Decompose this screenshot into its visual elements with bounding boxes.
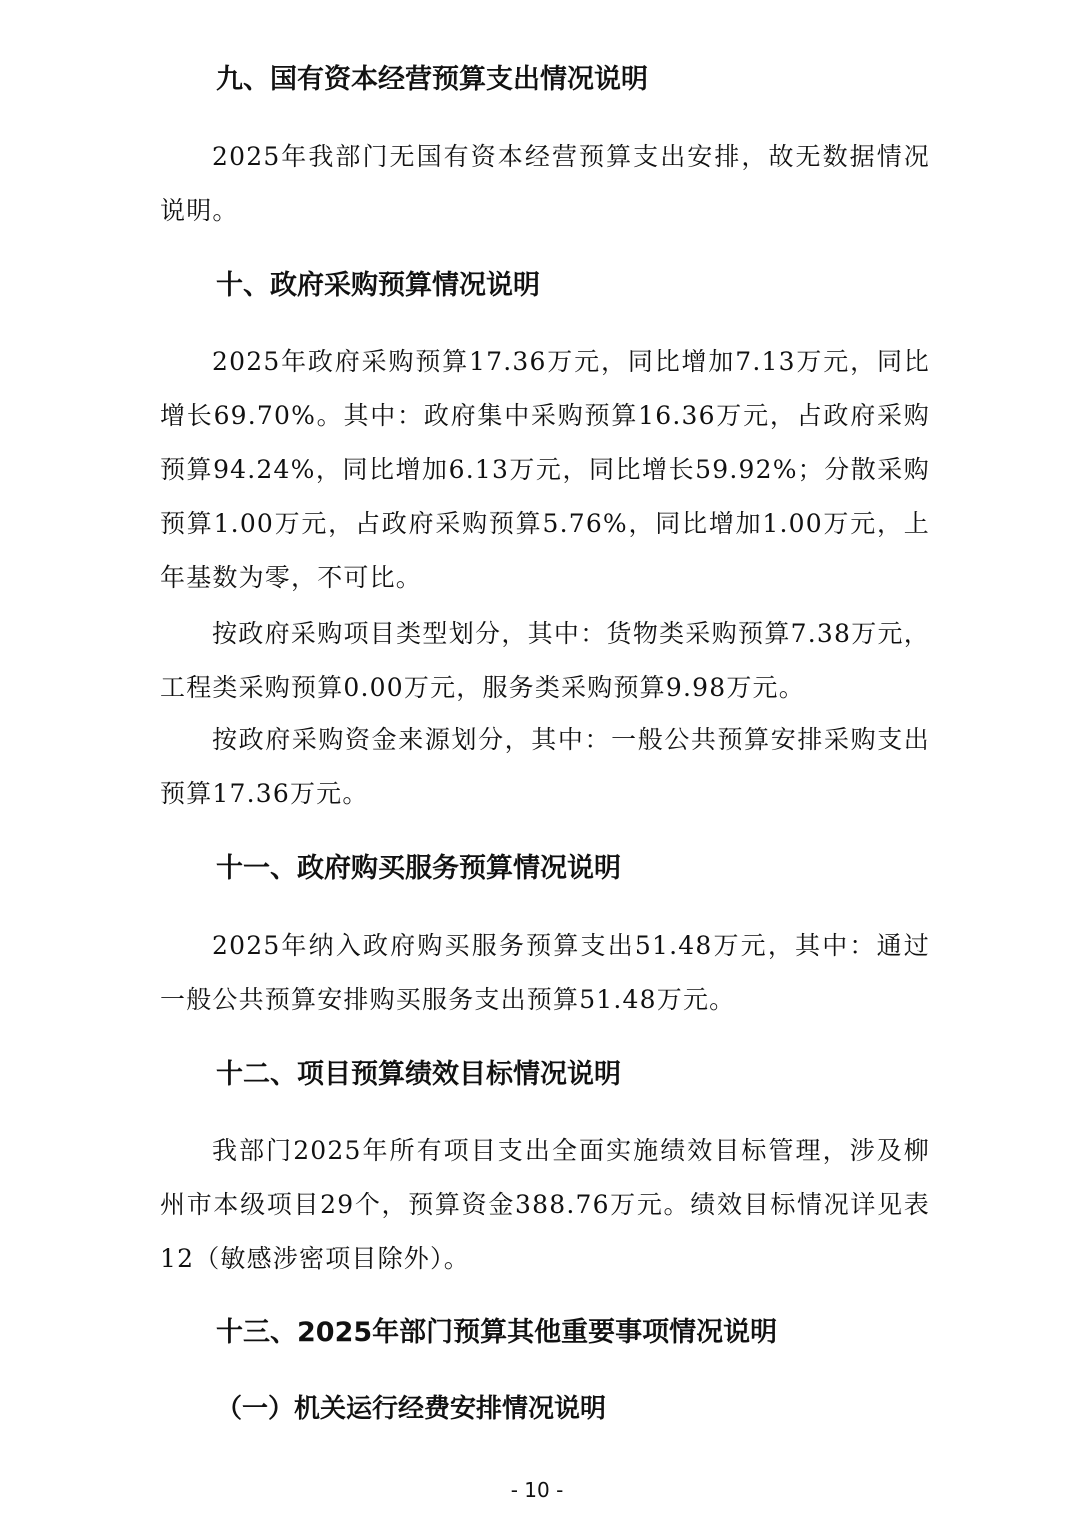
section-9-heading: 九、国有资本经营预算支出情况说明 bbox=[216, 64, 648, 95]
section-10-heading: 十、政府采购预算情况说明 bbox=[216, 270, 540, 301]
section-11-paragraph: 2025年纳入政府购买服务预算支出51.48万元，其中：通过一般公共预算安排购买服务支出预算51.48万元。 bbox=[160, 931, 930, 1014]
page-number: - 10 - bbox=[510, 1478, 564, 1502]
section-10-paragraph-3: 按政府采购资金来源划分，其中：一般公共预算安排采购支出预算17.36万元。 bbox=[160, 725, 930, 808]
section-11-heading: 十一、政府购买服务预算情况说明 bbox=[216, 853, 621, 884]
section-12-heading: 十二、项目预算绩效目标情况说明 bbox=[216, 1059, 621, 1090]
section-12-paragraph: 我部门2025年所有项目支出全面实施绩效目标管理，涉及柳州市本级项目29个，预算资金388.76万元。绩效目标情况详见表12（敏感涉密项目除外）。 bbox=[160, 1136, 930, 1273]
section-10-paragraph-2: 按政府采购项目类型划分，其中：货物类采购预算7.38万元，工程类采购预算0.00万元，服务类采购预算9.98万元。 bbox=[160, 619, 930, 702]
section-13-subheading-1: （一）机关运行经费安排情况说明 bbox=[216, 1394, 607, 1424]
section-9-paragraph: 2025年我部门无国有资本经营预算支出安排，故无数据情况说明。 bbox=[160, 142, 930, 225]
section-13-heading: 十三、2025年部门预算其他重要事项情况说明 bbox=[216, 1317, 778, 1348]
section-10-paragraph-1: 2025年政府采购预算17.36万元，同比增加7.13万元，同比增长69.70%。其中：政府集中采购预算16.36万元，占政府采购预算94.24%，同比增加6.13万元，同比增长59.92%；分散采购预算1.00万元，占政府采购预算5.76%，同比增加1.00万元，上年基数为零，不可比。 bbox=[160, 347, 930, 592]
